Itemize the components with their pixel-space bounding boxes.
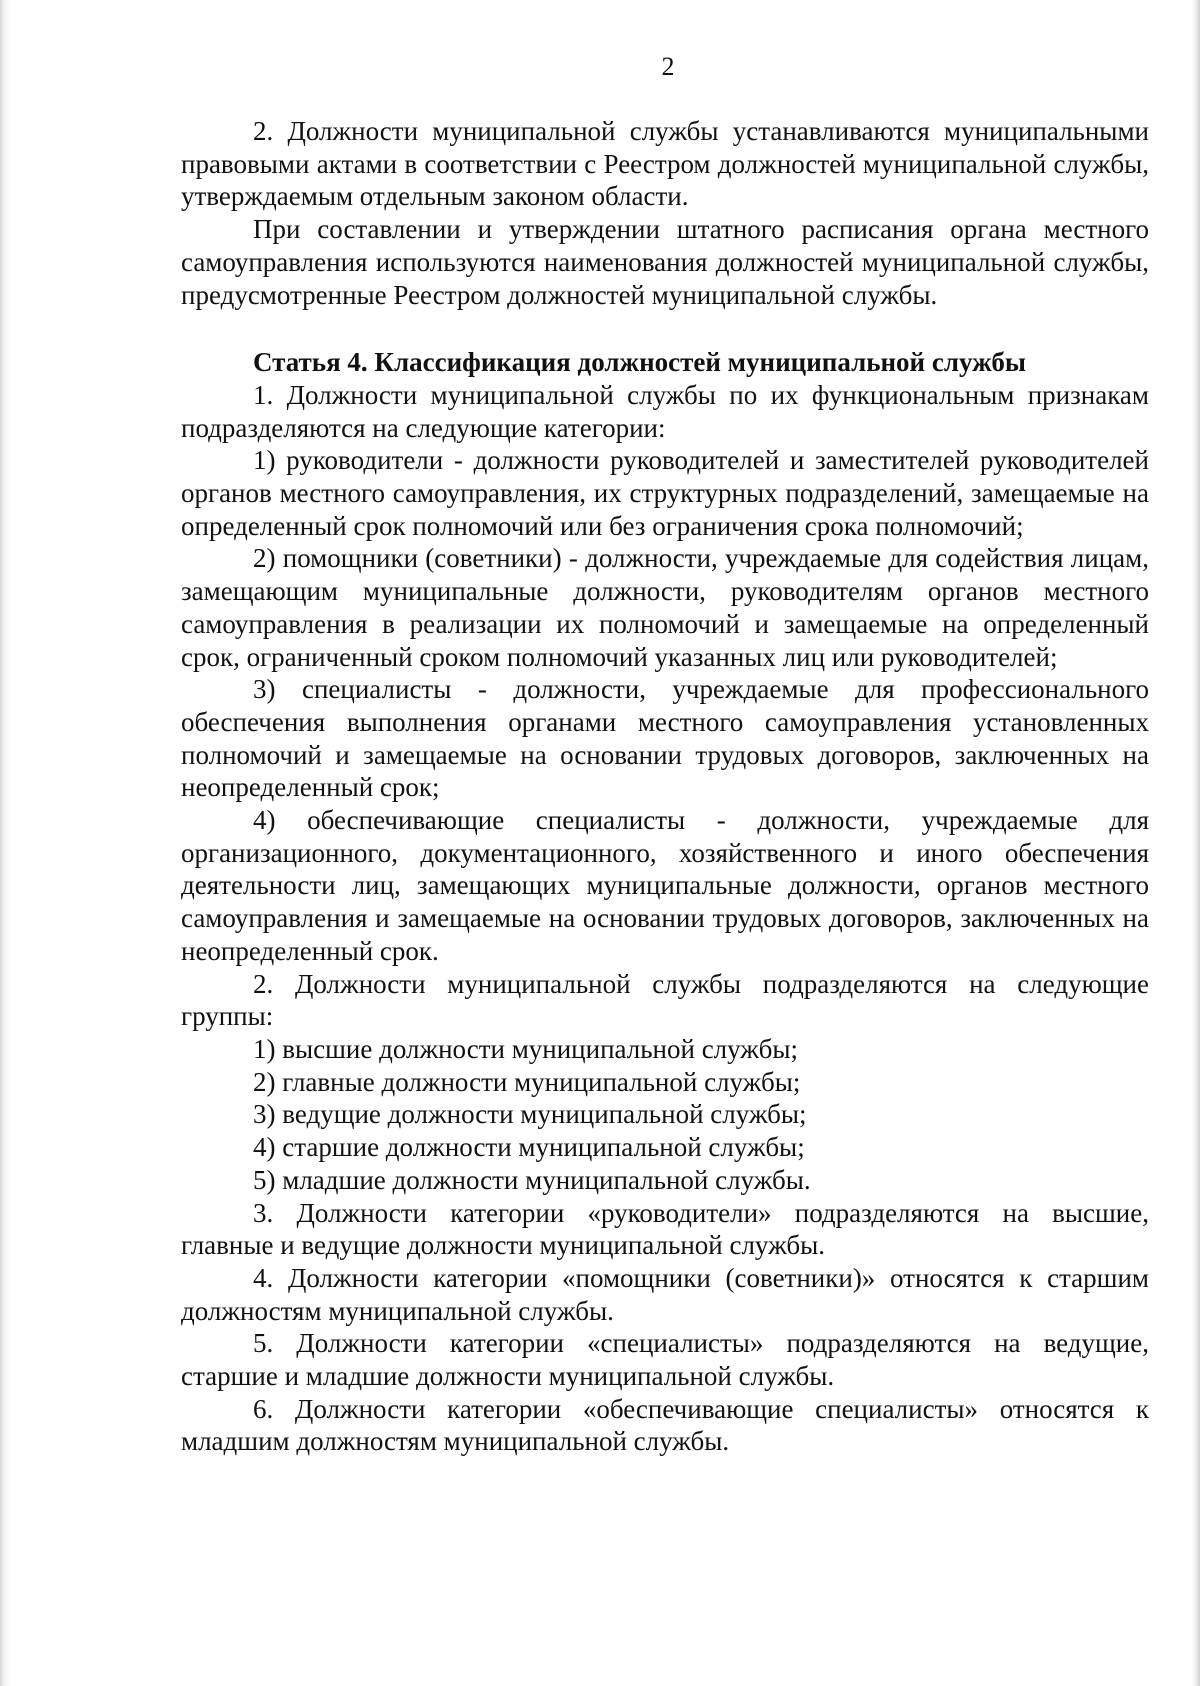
document-body: [181, 115, 1149, 1458]
paragraph: 3. Должности категории «руководители» подразделяются на высшие, главные и ведущие должности муниципальной службы.: [181, 1197, 1149, 1261]
paragraph: 2. Должности муниципальной службы устанавливаются муниципальными правовыми актами в соответствии с Реестром должностей муниципальной службы, утверждаемым отдельным законом области.: [181, 116, 1149, 212]
list-item: 3) специалисты - должности, учреждаемые для профессионального обеспечения выполнения органами местного самоуправления установленных полномочий и замещаемые на основании трудовых договоров, заключенных на неопределенный срок;: [181, 674, 1149, 803]
paragraph: 2. Должности муниципальной службы подразделяются на следующие группы:: [181, 968, 1149, 1032]
paragraph: При составлении и утверждении штатного расписания органа местного самоуправления используются наименования должностей муниципальной службы, предусмотренные Реестром должностей муниципальной службы.: [181, 214, 1149, 310]
list-item: 1) руководители - должности руководителей и заместителей руководителей органов местного самоуправления, их структурных подразделений, замещаемые на определенный срок полномочий или без ограничения срока полномочий;: [181, 445, 1149, 541]
paragraph: 1. Должности муниципальной службы по их функциональным признакам подразделяются на следующие категории:: [181, 379, 1149, 443]
article-heading: Статья 4. Классификация должностей муниципальной службы: [253, 347, 1026, 378]
list-item: 3) ведущие должности муниципальной службы;: [253, 1099, 807, 1130]
list-item: 4) обеспечивающие специалисты - должности, учреждаемые для организационного, документационного, хозяйственного и иного обеспечения деятельности лиц, замещающих муниципальные должности, органов местного самоуправления и замещаемые на основании трудовых договоров, заключенных на неопределенный срок.: [181, 805, 1149, 966]
paragraph: 5. Должности категории «специалисты» подразделяются на ведущие, старшие и младшие должности муниципальной службы.: [181, 1328, 1149, 1392]
list-item: 4) старшие должности муниципальной службы;: [253, 1132, 805, 1163]
paragraph: 6. Должности категории «обеспечивающие специалисты» относятся к младшим должностям муниципальной службы.: [181, 1393, 1149, 1457]
list-item: 5) младшие должности муниципальной службы.: [253, 1164, 811, 1195]
list-item: 2) главные должности муниципальной службы;: [253, 1066, 801, 1097]
scan-edge-left: [0, 0, 10, 1686]
list-item: 2) помощники (советники) - должности, учреждаемые для содействия лицам, замещающим муниципальные должности, руководителям органов местного самоуправления в реализации их полномочий и замещаемые на определенный срок, ограниченный сроком полномочий указанных лиц или руководителей;: [181, 543, 1149, 672]
paragraph: 4. Должности категории «помощники (советники)» относятся к старшим должностям муниципальной службы.: [181, 1262, 1149, 1326]
scan-edge-right: [1191, 0, 1200, 1686]
page-number: 2: [661, 52, 675, 81]
list-item: 1) высшие должности муниципальной службы;: [253, 1033, 798, 1064]
